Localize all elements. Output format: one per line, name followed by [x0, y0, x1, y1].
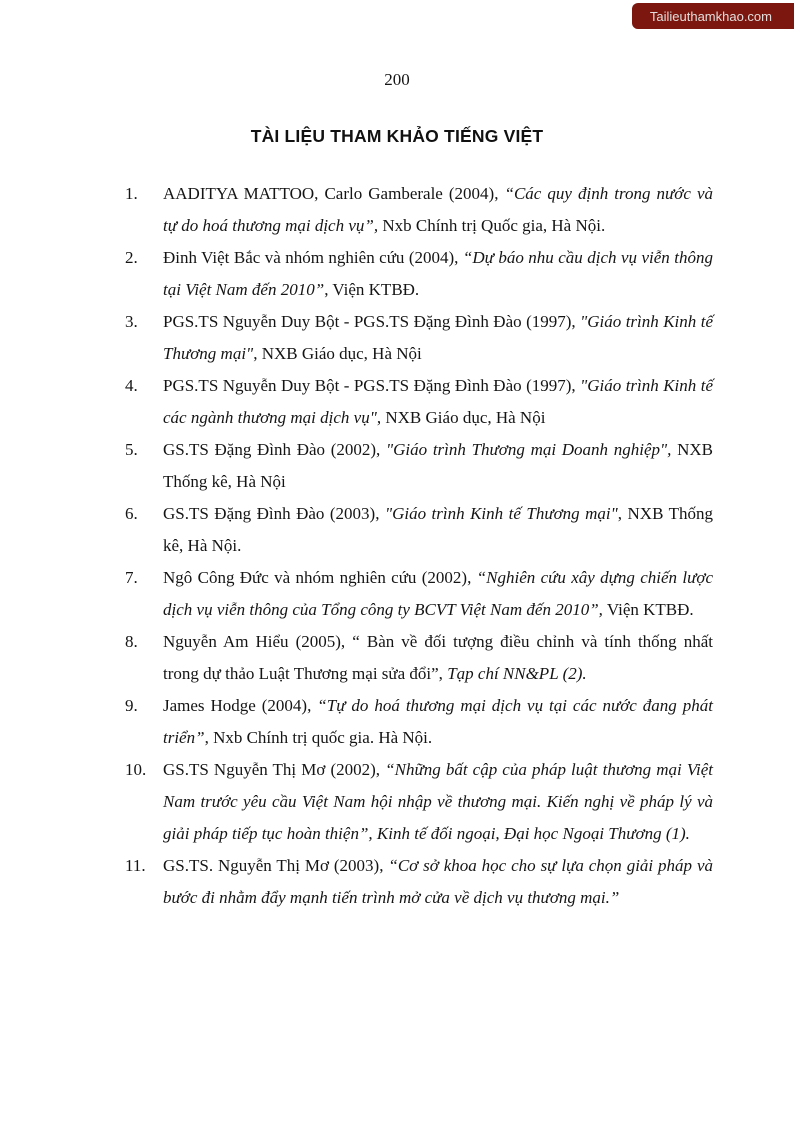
reference-number: 5. [125, 440, 138, 459]
reference-text: GS.TS Đặng Đình Đào (2002), "Giáo trình Thương mại Doanh nghiệp", NXB Thống kê, Hà Nội [163, 440, 713, 491]
site-watermark-banner: Tailieuthamkhao.com [632, 3, 794, 29]
reference-number: 11. [125, 856, 146, 875]
reference-number: 8. [125, 632, 138, 651]
reference-number: 9. [125, 696, 138, 715]
reference-text: Đinh Việt Bắc và nhóm nghiên cứu (2004), “Dự báo nhu cầu dịch vụ viễn thông tại Việt Nam đến 2010”, Viện KTBĐ. [163, 248, 713, 299]
reference-number: 2. [125, 248, 138, 267]
reference-text: Nguyễn Am Hiểu (2005), “ Bàn về đối tượng điều chỉnh và tính thống nhất trong dự thảo Luật Thương mại sửa đổi”, Tạp chí NN&PL (2). [163, 632, 713, 683]
reference-item [125, 242, 713, 306]
reference-item [125, 306, 713, 370]
document-title: TÀI LIỆU THAM KHẢO TIẾNG VIỆT [250, 126, 544, 146]
reference-number: 4. [125, 376, 138, 395]
reference-number: 6. [125, 504, 138, 523]
reference-item [125, 370, 713, 434]
reference-text: GS.TS Đặng Đình Đào (2003), "Giáo trình Kinh tế Thương mại", NXB Thống kê, Hà Nội. [163, 504, 713, 555]
reference-text: PGS.TS Nguyễn Duy Bột - PGS.TS Đặng Đình Đào (1997), "Giáo trình Kinh tế các ngành thương mại dịch vụ", NXB Giáo dục, Hà Nội [163, 376, 713, 427]
reference-list [125, 178, 713, 914]
reference-text: PGS.TS Nguyễn Duy Bột - PGS.TS Đặng Đình Đào (1997), "Giáo trình Kinh tế Thương mại", NXB Giáo dục, Hà Nội [163, 312, 713, 363]
reference-item [125, 754, 713, 850]
reference-item [125, 626, 713, 690]
reference-text: AADITYA MATTOO, Carlo Gamberale (2004), “Các quy định trong nước và tự do hoá thương mại dịch vụ”, Nxb Chính trị Quốc gia, Hà Nội. [163, 184, 713, 235]
reference-item [125, 562, 713, 626]
reference-text: James Hodge (2004), “Tự do hoá thương mại dịch vụ tại các nước đang phát triển”, Nxb Chính trị quốc gia. Hà Nội. [163, 696, 713, 747]
reference-text: GS.TS. Nguyễn Thị Mơ (2003), “Cơ sở khoa học cho sự lựa chọn giải pháp và bước đi nhằm đẩy mạnh tiến trình mở cửa về dịch vụ thương mại.” [163, 856, 713, 907]
reference-item [125, 498, 713, 562]
reference-number: 1. [125, 184, 138, 203]
reference-text: GS.TS Nguyễn Thị Mơ (2002), “Những bất cập của pháp luật thương mại Việt Nam trước yêu cầu Việt Nam hội nhập về thương mại. Kiến nghị về pháp lý và giải pháp tiếp tục hoàn thiện”, Kinh tế đối ngoại, Đại học Ngoại Thương (1). [163, 760, 714, 843]
reference-item [125, 434, 713, 498]
reference-text: Ngô Công Đức và nhóm nghiên cứu (2002), “Nghiên cứu xây dựng chiến lược dịch vụ viễn thông của Tổng công ty BCVT Việt Nam đến 2010”, Viện KTBĐ. [163, 568, 713, 619]
reference-number: 3. [125, 312, 138, 331]
reference-item [125, 850, 713, 914]
reference-item [125, 178, 713, 242]
reference-item [125, 690, 713, 754]
page-number: 200 [384, 70, 410, 89]
reference-number: 10. [125, 760, 147, 779]
reference-number: 7. [125, 568, 138, 587]
